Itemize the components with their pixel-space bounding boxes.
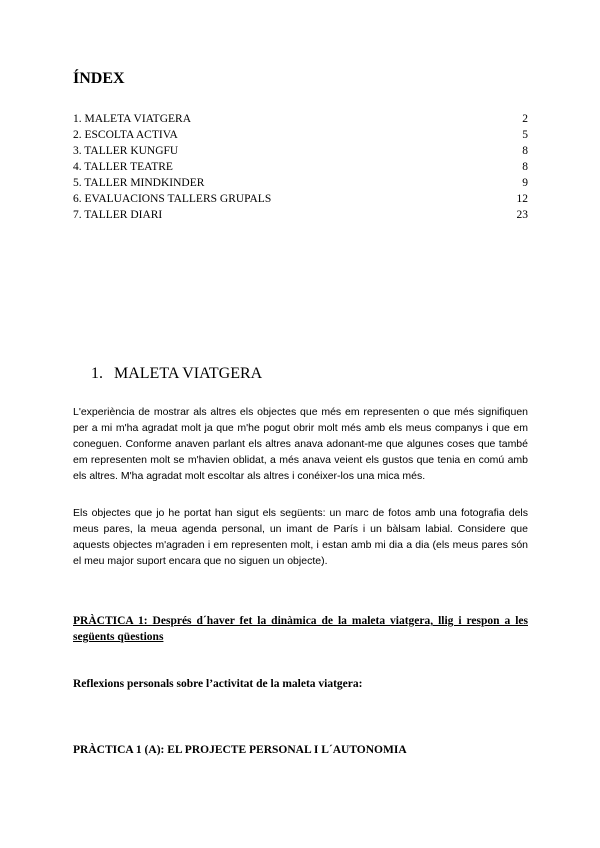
toc-entry-page: 23	[516, 209, 528, 221]
toc-entry-label: 7. TALLER DIARI	[73, 209, 163, 221]
section-number: 1.	[91, 365, 103, 382]
practice-title: PRÀCTICA 1: Després d´haver fet la dinàmica de la maleta viatgera, llig i respon a les següents qüestions	[73, 615, 528, 643]
toc-entry-page: 8	[522, 161, 528, 173]
toc-entry[interactable]	[73, 207, 528, 223]
toc-entry[interactable]	[73, 159, 528, 175]
toc-entry-page: 2	[522, 113, 528, 125]
body-paragraph: Els objectes que jo he portat han sigut els següents: un marc de fotos amb una fotografia dels meus pares, la meua agenda personal, un imant de París i un bàlsam labial. Considere que aquests objectes m'agraden i em representen molt, i estan amb mi dia a dia (els meus pares són el meu major suport encara que no siguen un objecte).	[73, 507, 528, 567]
toc-entry-label: 5. TALLER MINDKINDER	[73, 177, 205, 189]
table-of-contents	[73, 111, 528, 223]
toc-entry[interactable]	[73, 127, 528, 143]
section-heading	[91, 365, 262, 383]
index-title: ÍNDEX	[73, 70, 125, 87]
toc-entry-label: 2. ESCOLTA ACTIVA	[73, 129, 178, 141]
toc-entry[interactable]	[73, 191, 528, 207]
toc-entry[interactable]	[73, 111, 528, 127]
toc-entry-page: 8	[522, 145, 528, 157]
toc-entry[interactable]	[73, 143, 528, 159]
reflections-heading: Reflexions personals sobre l’activitat de la maleta viatgera:	[73, 678, 363, 690]
body-paragraph: L'experiència de mostrar als altres els objectes que més em representen o que més signifiquen per a mi m'ha agradat molt ja que m'he pogut obrir molt més amb els meus companys i que em coneguen. Conforme anaven parlant els altres anava adonant-me que algunes coses que també em representen molt se m'havien oblidat, a més anava veient els gustos que tenia en comú amb els altres. M'ha agradat molt escoltar als altres i conéixer-los una mica més.	[73, 406, 528, 482]
toc-entry-label: 4. TALLER TEATRE	[73, 161, 173, 173]
toc-entry[interactable]	[73, 175, 528, 191]
toc-entry-page: 12	[516, 193, 528, 205]
toc-entry-page: 9	[522, 177, 528, 189]
section-title: MALETA VIATGERA	[114, 365, 263, 382]
practice-a-title: PRÀCTICA 1 (A): EL PROJECTE PERSONAL I L´AUTONOMIA	[73, 744, 407, 756]
toc-entry-page: 5	[522, 129, 528, 141]
toc-entry-label: 3. TALLER KUNGFU	[73, 145, 179, 157]
toc-entry-label: 1. MALETA VIATGERA	[73, 113, 192, 125]
toc-entry-label: 6. EVALUACIONS TALLERS GRUPALS	[73, 193, 272, 205]
